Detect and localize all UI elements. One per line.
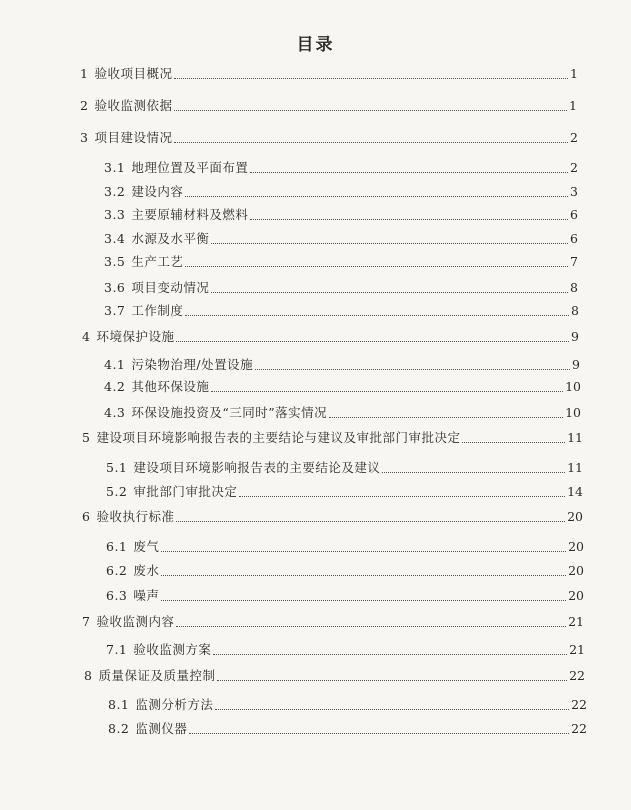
- toc-entry-text: 建设项目环境影响报告表的主要结论及建议: [133, 460, 381, 475]
- toc-entry-text: 建设内容: [131, 184, 184, 199]
- toc-entry[interactable]: [84, 666, 585, 684]
- toc-entry[interactable]: [104, 205, 578, 223]
- dot-leader: [176, 341, 569, 342]
- toc-entry-text: 建设项目环境影响报告表的主要结论与建议及审批部门审批决定: [96, 430, 461, 445]
- toc-entry-text: 水源及水平衡: [131, 231, 210, 246]
- toc-entry[interactable]: [104, 158, 578, 176]
- dot-leader: [211, 243, 568, 244]
- toc-entry-number: 4: [82, 329, 91, 344]
- toc-entry[interactable]: [104, 252, 578, 270]
- toc-entry-label: [104, 379, 209, 395]
- toc-entry-number: 4.2: [104, 379, 126, 394]
- toc-entry-label: [82, 509, 174, 525]
- dot-leader: [329, 417, 563, 418]
- dot-leader: [174, 110, 567, 111]
- toc-entry[interactable]: [108, 719, 587, 737]
- dot-leader: [161, 551, 566, 552]
- toc-entry-label: [104, 160, 248, 176]
- toc-entry-label: [80, 98, 172, 114]
- toc-entry-label: [106, 588, 159, 604]
- toc-entry-label: [106, 484, 237, 500]
- toc-entry-number: 6.2: [106, 563, 128, 578]
- dot-leader: [185, 266, 568, 267]
- toc-entry-label: [104, 207, 248, 223]
- toc-entry-page: 20: [568, 588, 584, 603]
- dot-leader: [185, 196, 568, 197]
- toc-entry[interactable]: [106, 640, 585, 658]
- toc-entry[interactable]: [104, 355, 580, 373]
- dot-leader: [161, 575, 566, 576]
- toc-entry[interactable]: [104, 229, 578, 247]
- toc-entry-number: 6.3: [106, 588, 128, 603]
- dot-leader: [250, 219, 568, 220]
- toc-entry-page: 1: [570, 66, 578, 81]
- toc-entry-number: 7.1: [106, 642, 128, 657]
- dot-leader: [174, 142, 568, 143]
- toc-entry-text: 监测仪器: [135, 721, 188, 736]
- dot-leader: [250, 172, 568, 173]
- toc-entry-text: 主要原辅材料及燃料: [131, 207, 249, 222]
- toc-entry-number: 5: [82, 430, 91, 445]
- toc-entry-label: [108, 721, 187, 737]
- toc-entry-text: 废水: [133, 563, 160, 578]
- toc-entry-number: 3.2: [104, 184, 126, 199]
- dot-leader: [211, 292, 568, 293]
- toc-entry-number: 8.2: [108, 721, 130, 736]
- toc-entry-number: 5.2: [106, 484, 128, 499]
- toc-entry-text: 验收执行标准: [96, 509, 175, 524]
- toc-entry-number: 7: [82, 614, 91, 629]
- toc-entry-label: [104, 184, 183, 200]
- toc-entry-label: [80, 66, 172, 82]
- dot-leader: [211, 391, 563, 392]
- toc-entry[interactable]: [106, 561, 584, 579]
- toc-entry[interactable]: [106, 482, 583, 500]
- toc-entry-page: 20: [568, 539, 584, 554]
- dot-leader: [174, 78, 568, 79]
- toc-entry-page: 6: [570, 207, 578, 222]
- toc-entry[interactable]: [104, 377, 581, 395]
- toc-entry-page: 14: [567, 484, 583, 499]
- toc-entry-page: 8: [571, 303, 579, 318]
- toc-entry-number: 2: [80, 98, 89, 113]
- toc-entry[interactable]: [82, 428, 583, 446]
- toc-entry-page: 7: [570, 254, 578, 269]
- toc-entry-page: 9: [571, 329, 579, 344]
- toc-entry-text: 质量保证及质量控制: [98, 668, 216, 683]
- toc-entry-page: 6: [570, 231, 578, 246]
- toc-entry-label: [104, 303, 183, 319]
- toc-entry-text: 废气: [133, 539, 160, 554]
- toc-entry[interactable]: [82, 507, 583, 525]
- toc-entry-label: [106, 642, 211, 658]
- toc-entry-label: [84, 668, 215, 684]
- toc-entry-number: 8: [84, 668, 93, 683]
- toc-entry-number: 3.1: [104, 160, 126, 175]
- dot-leader: [185, 315, 569, 316]
- dot-leader: [255, 369, 570, 370]
- toc-entry-page: 2: [570, 160, 578, 175]
- toc-entry[interactable]: [104, 278, 578, 296]
- toc-entry[interactable]: [106, 458, 583, 476]
- toc-entry-text: 噪声: [133, 588, 160, 603]
- toc-entry-text: 审批部门审批决定: [133, 484, 238, 499]
- dot-leader: [176, 626, 566, 627]
- toc-entry[interactable]: [108, 695, 587, 713]
- toc-entry-label: [104, 405, 327, 421]
- toc-entry[interactable]: [82, 327, 579, 345]
- dot-leader: [462, 442, 565, 443]
- toc-entry-page: 1: [569, 98, 577, 113]
- toc-entry-text: 工作制度: [131, 303, 184, 318]
- toc-entry-page: 20: [568, 563, 584, 578]
- toc-entry-text: 项目建设情况: [94, 130, 173, 145]
- dot-leader: [213, 654, 567, 655]
- toc-entry-number: 3: [80, 130, 89, 145]
- toc-entry[interactable]: [80, 128, 578, 146]
- toc-entry-number: 3.7: [104, 303, 126, 318]
- toc-entry-text: 环境保护设施: [96, 329, 175, 344]
- toc-entry[interactable]: [82, 612, 584, 630]
- dot-leader: [176, 521, 565, 522]
- toc-entry-page: 22: [569, 668, 585, 683]
- toc-entry-page: 22: [571, 697, 587, 712]
- toc-entry-number: 8.1: [108, 697, 130, 712]
- toc-entry-label: [104, 280, 209, 296]
- toc-entry-number: 5.1: [106, 460, 128, 475]
- toc-entry-number: 3.4: [104, 231, 126, 246]
- toc-entry-label: [104, 254, 183, 270]
- toc-entry-label: [104, 231, 209, 247]
- toc-entry-number: 4.1: [104, 357, 126, 372]
- toc-entry-number: 3.3: [104, 207, 126, 222]
- toc-entry-label: [82, 430, 460, 446]
- toc-entry-page: 11: [567, 460, 583, 475]
- toc-entry-page: 8: [570, 280, 578, 295]
- dot-leader: [382, 472, 565, 473]
- toc-entry-number: 4.3: [104, 405, 126, 420]
- toc-entry-number: 6: [82, 509, 91, 524]
- toc-entry-text: 监测分析方法: [135, 697, 214, 712]
- toc-entry-number: 1: [80, 66, 89, 81]
- dot-leader: [215, 709, 569, 710]
- toc-entry-text: 验收监测内容: [96, 614, 175, 629]
- toc-entry[interactable]: [104, 182, 578, 200]
- toc-entry-label: [106, 539, 159, 555]
- toc-entry-label: [82, 614, 174, 630]
- toc-entry-text: 验收项目概况: [94, 66, 173, 81]
- toc-entry-number: 6.1: [106, 539, 128, 554]
- toc-entry-label: [80, 130, 172, 146]
- toc-entry-text: 其他环保设施: [131, 379, 210, 394]
- toc-entry-text: 项目变动情况: [131, 280, 210, 295]
- toc-entry-page: 10: [565, 379, 581, 394]
- toc-entry-label: [106, 563, 159, 579]
- toc-entry[interactable]: [104, 301, 579, 319]
- toc-entry-page: 9: [572, 357, 580, 372]
- toc-entry[interactable]: [106, 537, 584, 555]
- toc-entry-page: 3: [570, 184, 578, 199]
- toc-entry-label: [82, 329, 174, 345]
- toc-entry-number: 3.5: [104, 254, 126, 269]
- dot-leader: [189, 733, 569, 734]
- toc-entry-text: 验收监测依据: [94, 98, 173, 113]
- toc-entry[interactable]: [80, 64, 578, 82]
- toc-entry[interactable]: [104, 403, 581, 421]
- toc-entry-page: 2: [570, 130, 578, 145]
- toc-entry-page: 21: [569, 642, 585, 657]
- toc-entry-label: [104, 357, 253, 373]
- toc-entry-number: 3.6: [104, 280, 126, 295]
- toc-entry-text: 污染物治理/处置设施: [131, 357, 254, 372]
- toc-entry-text: 环保设施投资及“三同时”落实情况: [131, 405, 328, 420]
- toc-entry-page: 21: [568, 614, 584, 629]
- dot-leader: [217, 680, 567, 681]
- toc-entry[interactable]: [80, 96, 577, 114]
- toc-entry-page: 22: [571, 721, 587, 736]
- dot-leader: [239, 496, 565, 497]
- dot-leader: [161, 600, 566, 601]
- toc-entry-text: 地理位置及平面布置: [131, 160, 249, 175]
- toc-entry-label: [108, 697, 213, 713]
- toc-entry-text: 生产工艺: [131, 254, 184, 269]
- toc-entry-page: 20: [567, 509, 583, 524]
- toc-title: 目录: [296, 35, 335, 55]
- toc-entry-text: 验收监测方案: [133, 642, 212, 657]
- toc-entry-page: 10: [565, 405, 581, 420]
- toc-entry-page: 11: [567, 430, 583, 445]
- toc-entry-label: [106, 460, 380, 476]
- toc-entry[interactable]: [106, 586, 584, 604]
